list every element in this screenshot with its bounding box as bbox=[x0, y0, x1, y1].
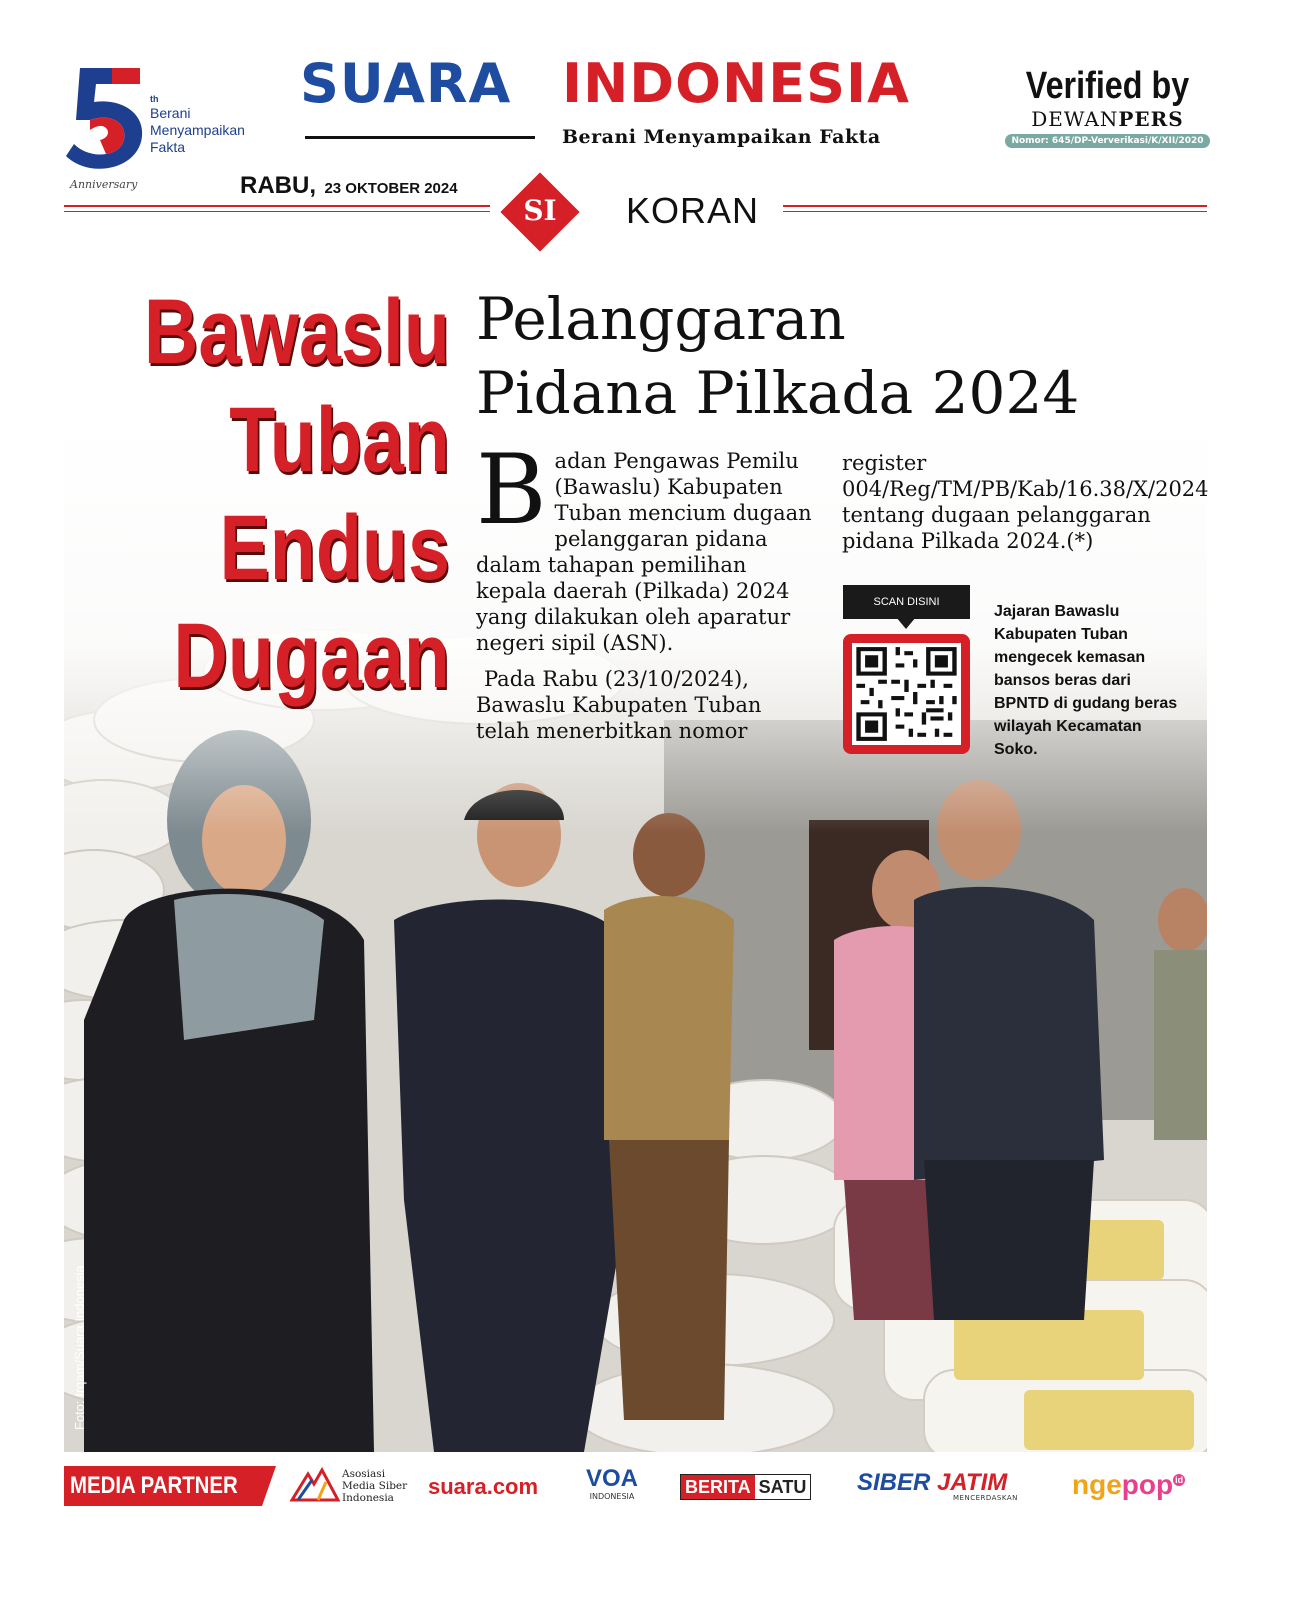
headline-line4: Dugaan bbox=[173, 605, 450, 707]
dateline bbox=[240, 172, 458, 200]
scan-arrow-icon bbox=[896, 617, 916, 629]
masthead-tagline: Berani Menyampaikan Fakta bbox=[562, 126, 881, 148]
voa-logo[interactable] bbox=[582, 1466, 642, 1502]
anniversary-tagline-line1: Berani bbox=[150, 105, 191, 121]
subhead-line1: Pelanggaran bbox=[476, 285, 846, 353]
beritasatu-logo[interactable] bbox=[680, 1474, 811, 1500]
dateline-date: 23 OKTOBER 2024 bbox=[324, 180, 458, 197]
dateline-day: RABU, bbox=[240, 172, 316, 199]
media-partner-text: MEDIA PARTNER bbox=[70, 1472, 238, 1499]
article-column-1 bbox=[476, 434, 816, 744]
article-column-2 bbox=[842, 450, 1209, 554]
scan-label: SCAN DISINI bbox=[843, 585, 970, 619]
masthead bbox=[300, 52, 990, 162]
siberjatim-subtext: MENCERDASKAN bbox=[953, 1494, 1018, 1502]
amsi-line3: Indonesia bbox=[342, 1492, 394, 1504]
header-rule-left-thin bbox=[64, 211, 490, 212]
amsi-line2: Media Siber bbox=[342, 1480, 408, 1492]
dewan-text: DEWAN bbox=[1031, 107, 1119, 131]
siberjatim-wordmark bbox=[857, 1470, 1042, 1496]
section-label: KORAN bbox=[626, 190, 760, 231]
anniversary-script: Anniversary bbox=[70, 178, 138, 191]
id-badge: id bbox=[1175, 1475, 1184, 1485]
headline-line2: Tuban bbox=[229, 389, 450, 491]
article-paragraph-3: register 004/Reg/TM/PB/Kab/16.38/X/2024 tentang dugaan pelanggaran pidana Pilkada 2024.(*) bbox=[842, 451, 1209, 553]
dropcap: B bbox=[476, 434, 547, 546]
qr-code[interactable] bbox=[852, 643, 961, 745]
anniversary-tagline bbox=[150, 105, 245, 156]
article-paragraph-2: Pada Rabu (23/10/2024), Bawaslu Kabupaten Tuban telah menerbitkan nomor bbox=[476, 667, 762, 743]
anniversary-tagline-line2: Menyampaikan bbox=[150, 122, 245, 138]
amsi-text bbox=[342, 1468, 407, 1504]
verification-number: Nomor: 645/DP-Ververikasi/K/XII/2020 bbox=[1005, 134, 1210, 148]
masthead-rule bbox=[305, 136, 535, 139]
header-rule-left bbox=[64, 205, 490, 207]
article-paragraph-1: adan Pengawas Pemilu (Bawaslu) Kabupaten Tuban mencium dugaan pelanggaran pidana dalam tahapan pemilihan kepala daerah (Pilkada) 2024 yang dilakukan oleh aparatur negeri sipil (ASN). bbox=[476, 449, 812, 655]
jatim-text: JATIM bbox=[937, 1469, 1008, 1496]
photo-caption: Jajaran Bawaslu Kabupaten Tuban mengecek kemasan bansos beras dari BPNTD di gudang beras wilayah Kecamatan Soko. bbox=[994, 603, 1178, 758]
voa-text: VOA bbox=[585, 1465, 638, 1492]
dewan-pers bbox=[1000, 108, 1215, 130]
nge-text: nge bbox=[1072, 1469, 1122, 1500]
masthead-suara: SUARA bbox=[300, 52, 512, 115]
pop-text: pop bbox=[1121, 1469, 1174, 1500]
si-badge-text: SI bbox=[523, 194, 557, 227]
header-rule-right bbox=[783, 205, 1207, 207]
subheadline bbox=[476, 282, 1176, 430]
siber-text: SIBER bbox=[857, 1469, 931, 1496]
ngepop-logo[interactable] bbox=[1072, 1470, 1185, 1500]
amsi-line1: Asosiasi bbox=[342, 1468, 386, 1480]
header-rule-right-thin bbox=[783, 211, 1207, 212]
headline bbox=[130, 278, 450, 710]
anniversary-5-icon bbox=[60, 60, 150, 172]
amsi-icon bbox=[290, 1466, 340, 1502]
satu-text: SATU bbox=[758, 1477, 807, 1497]
berita-text: BERITA bbox=[681, 1475, 755, 1499]
masthead-indonesia: INDONESIA bbox=[562, 52, 910, 115]
amsi-logo[interactable] bbox=[290, 1466, 420, 1506]
verified-badge bbox=[1000, 64, 1215, 159]
headline-line3: Endus bbox=[219, 497, 450, 599]
suara-com-logo[interactable]: suara.com bbox=[428, 1474, 539, 1499]
anniversary-tagline-line3: Fakta bbox=[150, 139, 186, 155]
pers-text: PERS bbox=[1118, 107, 1184, 131]
media-partner-label bbox=[64, 1466, 276, 1506]
headline-line1: Bawaslu bbox=[143, 281, 451, 383]
qr-code-icon bbox=[852, 643, 961, 745]
anniversary-logo bbox=[60, 60, 270, 200]
verified-title: Verified by bbox=[1025, 65, 1190, 107]
siberjatim-logo[interactable] bbox=[857, 1469, 1042, 1502]
subhead-line2: Pidana Pilkada 2024 bbox=[476, 359, 1080, 427]
voa-subtext: INDONESIA bbox=[589, 1492, 635, 1501]
photo-credit: Foto: Irqam/Suara Indonesia bbox=[72, 1265, 87, 1430]
anniversary-suffix: th bbox=[150, 94, 159, 104]
